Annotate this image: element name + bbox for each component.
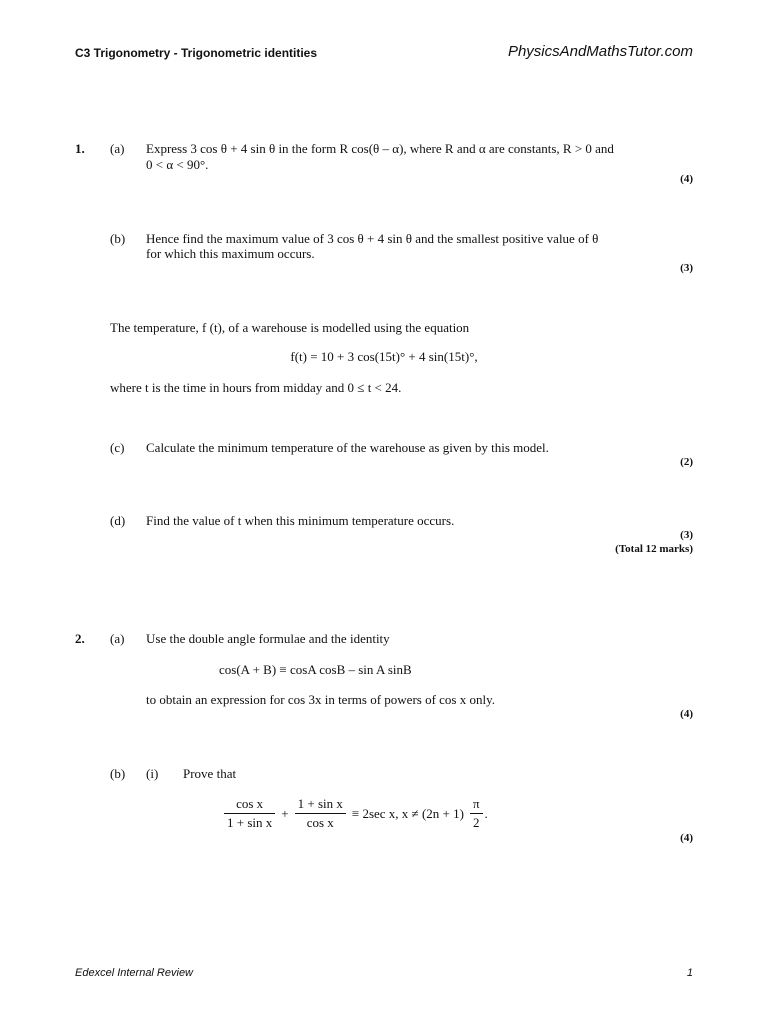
q1c-text: Calculate the minimum temperature of the warehouse as given by this model. — [146, 440, 549, 455]
q1b-label: (b) — [110, 231, 126, 246]
q1-context-equation: f(t) = 10 + 3 cos(15t)° + 4 sin(15t)°, — [290, 349, 478, 364]
q2a-label: (a) — [110, 631, 125, 646]
q2b-marks: (4) — [680, 832, 693, 844]
q1a-text-line2: 0 < α < 90°. — [146, 157, 209, 172]
q1c-label: (c) — [110, 440, 125, 455]
fraction-cos-over-1-plus-sin — [224, 796, 275, 831]
q2a-marks: (4) — [680, 708, 693, 720]
fraction-numerator: cos x — [224, 796, 275, 814]
q2b-text: Prove that — [183, 766, 237, 781]
q2a-text-line1: Use the double angle formulae and the identity — [146, 631, 390, 646]
fraction-pi-over-2 — [470, 796, 483, 831]
question-2-number: 2. — [75, 631, 85, 646]
q1b-marks: (3) — [680, 262, 693, 274]
q1a-label: (a) — [110, 141, 125, 156]
q2a-identity: cos(A + B) ≡ cosA cosB – sin A sinB — [219, 662, 412, 677]
header-site: PhysicsAndMathsTutor.com — [507, 43, 693, 60]
q1d-marks: (3) — [680, 529, 693, 541]
question-1-number: 1. — [75, 141, 85, 156]
q2b-label: (b) — [110, 766, 126, 781]
q2b-sublabel: (i) — [146, 766, 159, 781]
footer-source: Edexcel Internal Review — [75, 967, 194, 979]
formula-end: . — [484, 805, 488, 821]
fraction-denominator: cos x — [306, 815, 334, 830]
plus-sign: + — [281, 805, 289, 821]
q1c-marks: (2) — [680, 456, 693, 468]
fraction-numerator: π — [470, 796, 483, 814]
q1-total-marks: (Total 12 marks) — [615, 543, 693, 555]
q1-context-where: where t is the time in hours from midday and 0 ≤ t < 24. — [110, 380, 402, 395]
fraction-1-plus-sin-over-cos — [295, 796, 346, 831]
fraction-denominator: 2 — [472, 815, 480, 830]
fraction-denominator: 1 + sin x — [227, 815, 273, 830]
q2b-formula — [222, 796, 488, 831]
q1-context-intro: The temperature, f (t), of a warehouse is modelled using the equation — [110, 320, 470, 335]
q1d-text: Find the value of t when this minimum temperature occurs. — [146, 513, 455, 528]
header-title: C3 Trigonometry - Trigonometric identities — [75, 46, 318, 60]
page-number: 1 — [686, 967, 693, 979]
fraction-numerator: 1 + sin x — [295, 796, 346, 814]
q1a-text-line1: Express 3 cos θ + 4 sin θ in the form R cos(θ – α), where R and α are constants, R > 0 and — [146, 141, 614, 156]
q1d-label: (d) — [110, 513, 126, 528]
q2a-text-line2: to obtain an expression for cos 3x in terms of powers of cos x only. — [146, 692, 496, 707]
q1b-text-line1: Hence find the maximum value of 3 cos θ + 4 sin θ and the smallest positive value of θ — [146, 231, 599, 246]
q1a-marks: (4) — [680, 173, 693, 185]
formula-rhs: ≡ 2sec x, x ≠ (2n + 1) — [351, 805, 464, 821]
q1b-text-line2: for which this maximum occurs. — [146, 246, 315, 261]
